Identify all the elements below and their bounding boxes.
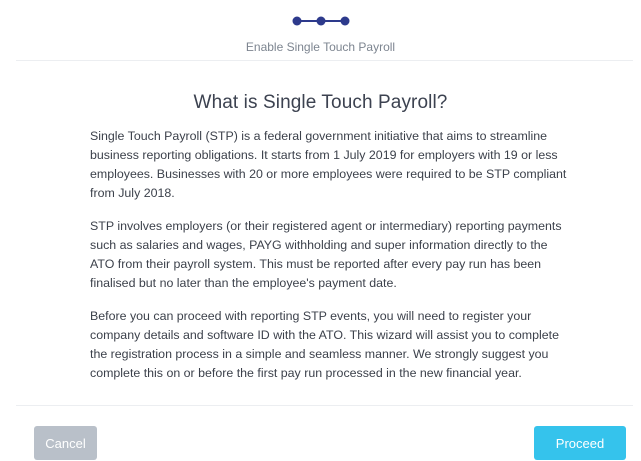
footer-divider (16, 405, 633, 406)
paragraph-stp-reporting: STP involves employers (or their registered agent or intermediary) reporting payments such as salaries and wages, PAYG withholding and super information directly to the ATO from their payroll system. This must be reported after every pay run has been finalised but no later than the employee's payment date. (90, 219, 562, 290)
step-3-dot (340, 17, 349, 26)
paragraph-registration: Before you can proceed with reporting STP events, you will need to register your company details and software ID with the ATO. This wizard will assist you to complete the registration process in a simple and seamless manner. We strongly suggest you complete this on or before the first pay run processed in the new financial year. (90, 309, 559, 380)
description-content (90, 127, 570, 397)
proceed-button[interactable]: Proceed (534, 426, 626, 460)
header-divider (16, 60, 633, 61)
wizard-stepper (0, 13, 641, 29)
wizard-title: Enable Single Touch Payroll (245, 40, 396, 54)
step-1-dot (292, 17, 301, 26)
page-heading: What is Single Touch Payroll? (193, 92, 448, 113)
paragraph-stp-overview: Single Touch Payroll (STP) is a federal government initiative that aims to streamline business reporting obligations. It starts from 1 July 2019 for employers with 19 or less employees. Businesses with 20 or more employees were required to be STP compliant from July 2018. (90, 129, 567, 200)
cancel-button[interactable]: Cancel (34, 426, 97, 460)
step-2-dot (316, 17, 325, 26)
